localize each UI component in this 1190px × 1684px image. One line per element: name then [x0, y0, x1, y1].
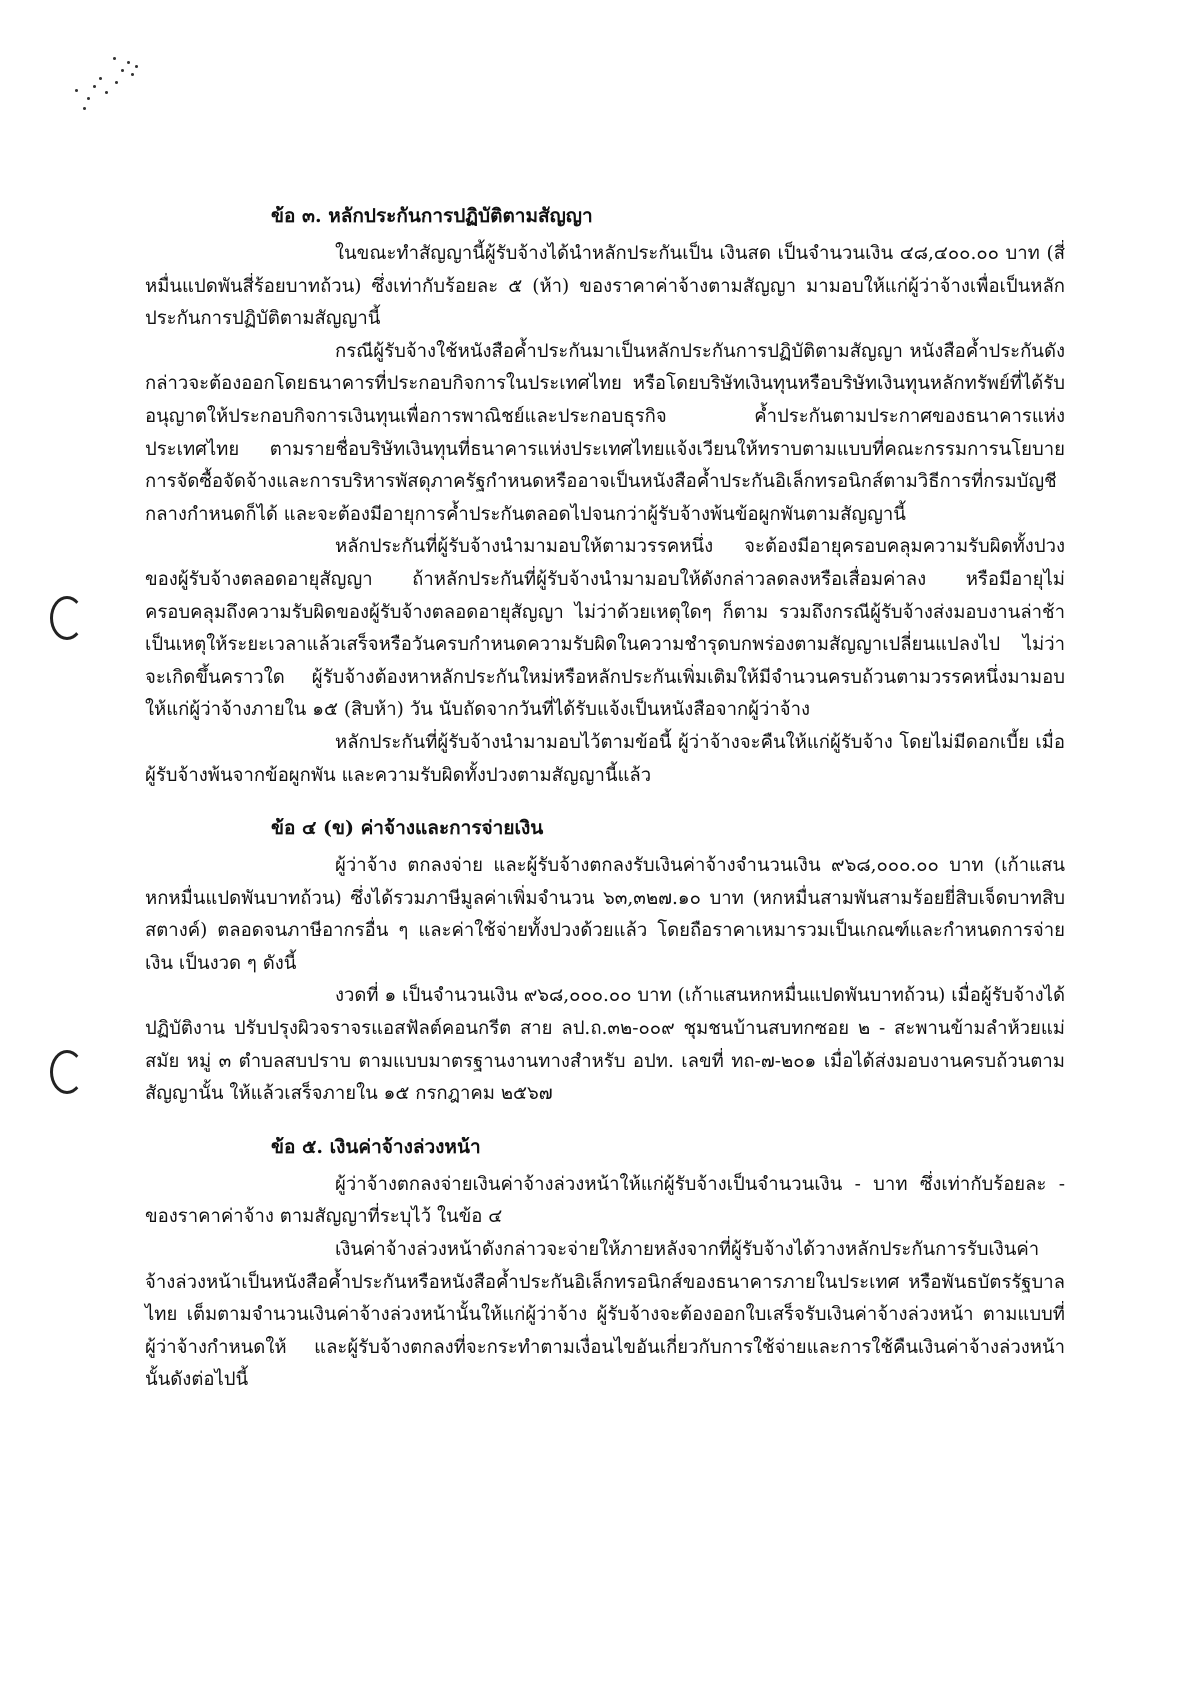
paragraph: หลักประกันที่ผู้รับจ้างนำมามอบไว้ตามข้อนี้ ผู้ว่าจ้างจะคืนให้แก่ผู้รับจ้าง โดยไม่มีดอกเบี้ย เมื่อผู้รับจ้างพ้นจากข้อผูกพัน และความรับผิดทั้งปวงตามสัญญานี้แล้ว: [145, 731, 1065, 786]
section-spacer: [145, 1111, 1065, 1131]
section-title: ข้อ ๔ (ข) ค่าจ้างและการจ่ายเงิน: [271, 817, 544, 840]
paragraph: กรณีผู้รับจ้างใช้หนังสือค้ำประกันมาเป็นหลักประกันการปฏิบัติตามสัญญา หนังสือค้ำประกันดังกล่าวจะต้องออกโดยธนาคารที่ประกอบกิจการในประเทศไทย หรือโดยบริษัทเงินทุนหรือบริษัทเงินทุนหลักทรัพย์ที่ได้รับอนุญาตให้ประกอบกิจการเงินทุนเพื่อการพาณิชย์และประกอบธุรกิจ ค้ำประกันตามประกาศของธนาคารแห่งประเทศไทย ตามรายชื่อบริษัทเงินทุนที่ธนาคารแห่งประเทศไทยแจ้งเวียนให้ทราบตามแบบที่คณะกรรมการนโยบายการจัดซื้อจัดจ้างและการบริหารพัสดุภาครัฐกำหนดหรืออาจเป็นหนังสือค้ำประกันอิเล็กทรอนิกส์ตามวิธีการที่กรมบัญชีกลางกำหนดก็ได้ และจะต้องมีอายุการค้ำประกันตลอดไปจนกว่าผู้รับจ้างพ้นข้อผูกพันตามสัญญานี้: [145, 340, 1065, 525]
paragraph: หลักประกันที่ผู้รับจ้างนำมามอบให้ตามวรรคหนึ่ง จะต้องมีอายุครอบคลุมความรับผิดทั้งปวงของผู้รับจ้างตลอดอายุสัญญา ถ้าหลักประกันที่ผู้รับจ้างนำมามอบให้ดังกล่าวลดลงหรือเสื่อมค่าลง หรือมีอายุไม่ครอบคลุมถึงความรับผิดของผู้รับจ้างตลอดอายุสัญญา ไม่ว่าด้วยเหตุใดๆ ก็ตาม รวมถึงกรณีผู้รับจ้างส่งมอบงานล่าช้าเป็นเหตุให้ระยะเวลาแล้วเสร็จหรือวันครบกำหนดความรับผิดในความชำรุดบกพร่องตามสัญญาเปลี่ยนแปลงไป ไม่ว่าจะเกิดขึ้นคราวใด ผู้รับจ้างต้องหาหลักประกันใหม่หรือหลักประกันเพิ่มเติมให้มีจำนวนครบถ้วนตามวรรคหนึ่งมามอบให้แก่ผู้ว่าจ้างภายใน ๑๕ (สิบห้า) วัน นับถัดจากวันที่ได้รับแจ้งเป็นหนังสือจากผู้ว่าจ้าง: [145, 536, 1065, 721]
section-4-payment: [145, 812, 1065, 1111]
paragraph: ในขณะทำสัญญานี้ผู้รับจ้างได้นำหลักประกันเป็น เงินสด เป็นจำนวนเงิน ๔๘,๔๐๐.๐๐ บาท (สี่หมื่นแปดพันสี่ร้อยบาทถ้วน) ซึ่งเท่ากับร้อยละ ๕ (ห้า) ของราคาค่าจ้างตามสัญญา มามอบให้แก่ผู้ว่าจ้างเพื่อเป็นหลักประกันการปฏิบัติตามสัญญานี้: [145, 243, 1065, 330]
binder-hole-icon: [50, 1050, 84, 1094]
section-3-performance-guarantee: [145, 200, 1065, 792]
paragraph: งวดที่ ๑ เป็นจำนวนเงิน ๙๖๘,๐๐๐.๐๐ บาท (เก้าแสนหกหมื่นแปดพันบาทถ้วน) เมื่อผู้รับจ้างได้ปฏิบัติงาน ปรับปรุงผิวจราจรแอสฟัลต์คอนกรีต สาย ลป.ถ.๓๒-๐๐๙ ชุมชนบ้านสบทกซอย ๒ - สะพานข้ามลำห้วยแม่สมัย หมู่ ๓ ตำบลสบปราบ ตามแบบมาตรฐานงานทางสำหรับ อปท. เลขที่ ทถ-๗-๒๐๑ เมื่อได้ส่งมอบงานครบถ้วนตามสัญญานั้น ให้แล้วเสร็จภายใน ๑๕ กรกฎาคม ๒๕๖๗: [145, 985, 1065, 1105]
paragraph: เงินค่าจ้างล่วงหน้าดังกล่าวจะจ่ายให้ภายหลังจากที่ผู้รับจ้างได้วางหลักประกันการรับเงินค่าจ้างล่วงหน้าเป็นหนังสือค้ำประกันหรือหนังสือค้ำประกันอิเล็กทรอนิกส์ของธนาคารภายในประเทศ หรือพันธบัตรรัฐบาลไทย เต็มตามจำนวนเงินค่าจ้างล่วงหน้านั้นให้แก่ผู้ว่าจ้าง ผู้รับจ้างจะต้องออกใบเสร็จรับเงินค่าจ้างล่วงหน้า ตามแบบที่ผู้ว่าจ้างกำหนดให้ และผู้รับจ้างตกลงที่จะกระทำตามเงื่อนไขอันเกี่ยวกับการใช้จ่ายและการใช้คืนเงินค่าจ้างล่วงหน้านั้นดังต่อไปนี้: [145, 1239, 1065, 1391]
section-spacer: [145, 792, 1065, 812]
paragraph: ผู้ว่าจ้าง ตกลงจ่าย และผู้รับจ้างตกลงรับเงินค่าจ้างจำนวนเงิน ๙๖๘,๐๐๐.๐๐ บาท (เก้าแสนหกหมื่นแปดพันบาทถ้วน) ซึ่งได้รวมภาษีมูลค่าเพิ่มจำนวน ๖๓,๓๒๗.๑๐ บาท (หกหมื่นสามพันสามร้อยยี่สิบเจ็ดบาทสิบสตางค์) ตลอดจนภาษีอากรอื่น ๆ และค่าใช้จ่ายทั้งปวงด้วยแล้ว โดยถือราคาเหมารวมเป็นเกณฑ์และกำหนดการจ่ายเงิน เป็นงวด ๆ ดังนี้: [145, 855, 1065, 974]
section-5-advance-payment: [145, 1131, 1065, 1397]
binder-hole-icon: [50, 596, 84, 640]
section-title: ข้อ ๓. หลักประกันการปฏิบัติตามสัญญา: [271, 205, 593, 227]
paragraph: ผู้ว่าจ้างตกลงจ่ายเงินค่าจ้างล่วงหน้าให้แก่ผู้รับจ้างเป็นจำนวนเงิน - บาท ซึ่งเท่ากับร้อยละ - ของราคาค่าจ้าง ตามสัญญาที่ระบุไว้ ในข้อ ๔: [145, 1173, 1065, 1228]
scan-speckles: [55, 55, 155, 125]
section-title: ข้อ ๕. เงินค่าจ้างล่วงหน้า: [271, 1135, 481, 1158]
document-body: [145, 200, 1065, 1397]
